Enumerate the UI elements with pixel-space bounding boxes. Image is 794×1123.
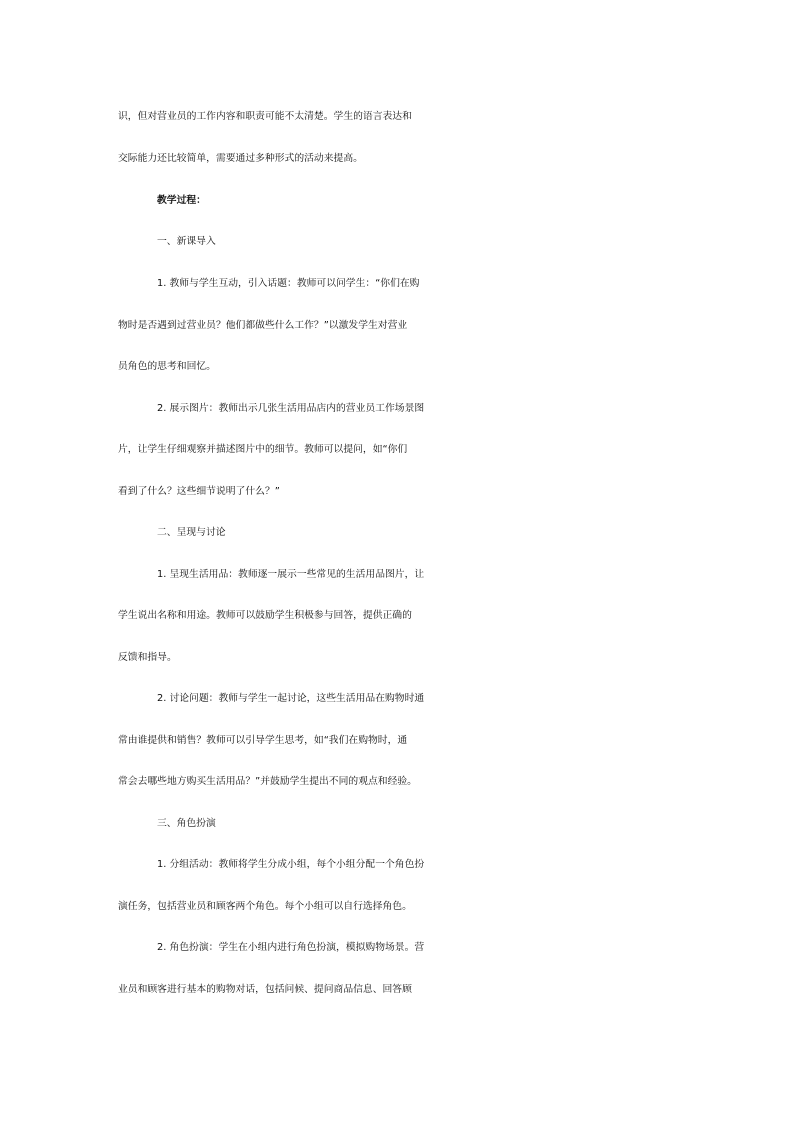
paragraph-line: 学生说出名称和用途。教师可以鼓励学生积极参与回答，提供正确的 [118, 610, 412, 621]
subsection-heading: 一、新课导入 [157, 236, 216, 247]
paragraph-line: 常会去哪些地方购买生活用品？”并鼓励学生提出不同的观点和经验。 [118, 776, 417, 787]
paragraph-line: 员角色的思考和回忆。 [118, 361, 216, 372]
paragraph-line: 业员和顾客进行基本的购物对话，包括问候、提问商品信息、回答顾 [118, 984, 412, 995]
paragraph-line: 反馈和指导。 [118, 652, 177, 663]
paragraph-line: 2. 讨论问题：教师与学生一起讨论，这些生活用品在购物时通 [157, 693, 425, 704]
paragraph-line: 常由谁提供和销售？教师可以引导学生思考，如“我们在购物时，通 [118, 735, 408, 746]
paragraph-line: 片，让学生仔细观察并描述图片中的细节。教师可以提问，如“你们 [118, 444, 408, 455]
section-heading: 教学过程： [157, 195, 206, 206]
paragraph-line: 2. 展示图片：教师出示几张生活用品店内的营业员工作场景图 [157, 403, 425, 414]
paragraph-line: 1. 分组活动：教师将学生分成小组，每个小组分配一个角色扮 [157, 859, 425, 870]
paragraph-line: 看到了什么？这些细节说明了什么？” [118, 486, 280, 497]
paragraph-line: 物时是否遇到过营业员？他们都做些什么工作？”以激发学生对营业 [118, 320, 408, 331]
subsection-heading: 二、呈现与讨论 [157, 527, 226, 538]
subsection-heading: 三、角色扮演 [157, 818, 216, 829]
paragraph-line: 1. 呈现生活用品：教师逐一展示一些常见的生活用品图片，让 [157, 569, 425, 580]
paragraph-line: 2. 角色扮演：学生在小组内进行角色扮演，模拟购物场景。营 [157, 942, 425, 953]
paragraph-line: 演任务，包括营业员和顾客两个角色。每个小组可以自行选择角色。 [118, 901, 412, 912]
paragraph-line: 识，但对营业员的工作内容和职责可能不太清楚。学生的语言表达和 [118, 111, 412, 122]
paragraph-line: 交际能力还比较简单，需要通过多种形式的活动来提高。 [118, 153, 363, 164]
paragraph-line: 1. 教师与学生互动，引入话题：教师可以问学生：“你们在购 [157, 278, 420, 289]
